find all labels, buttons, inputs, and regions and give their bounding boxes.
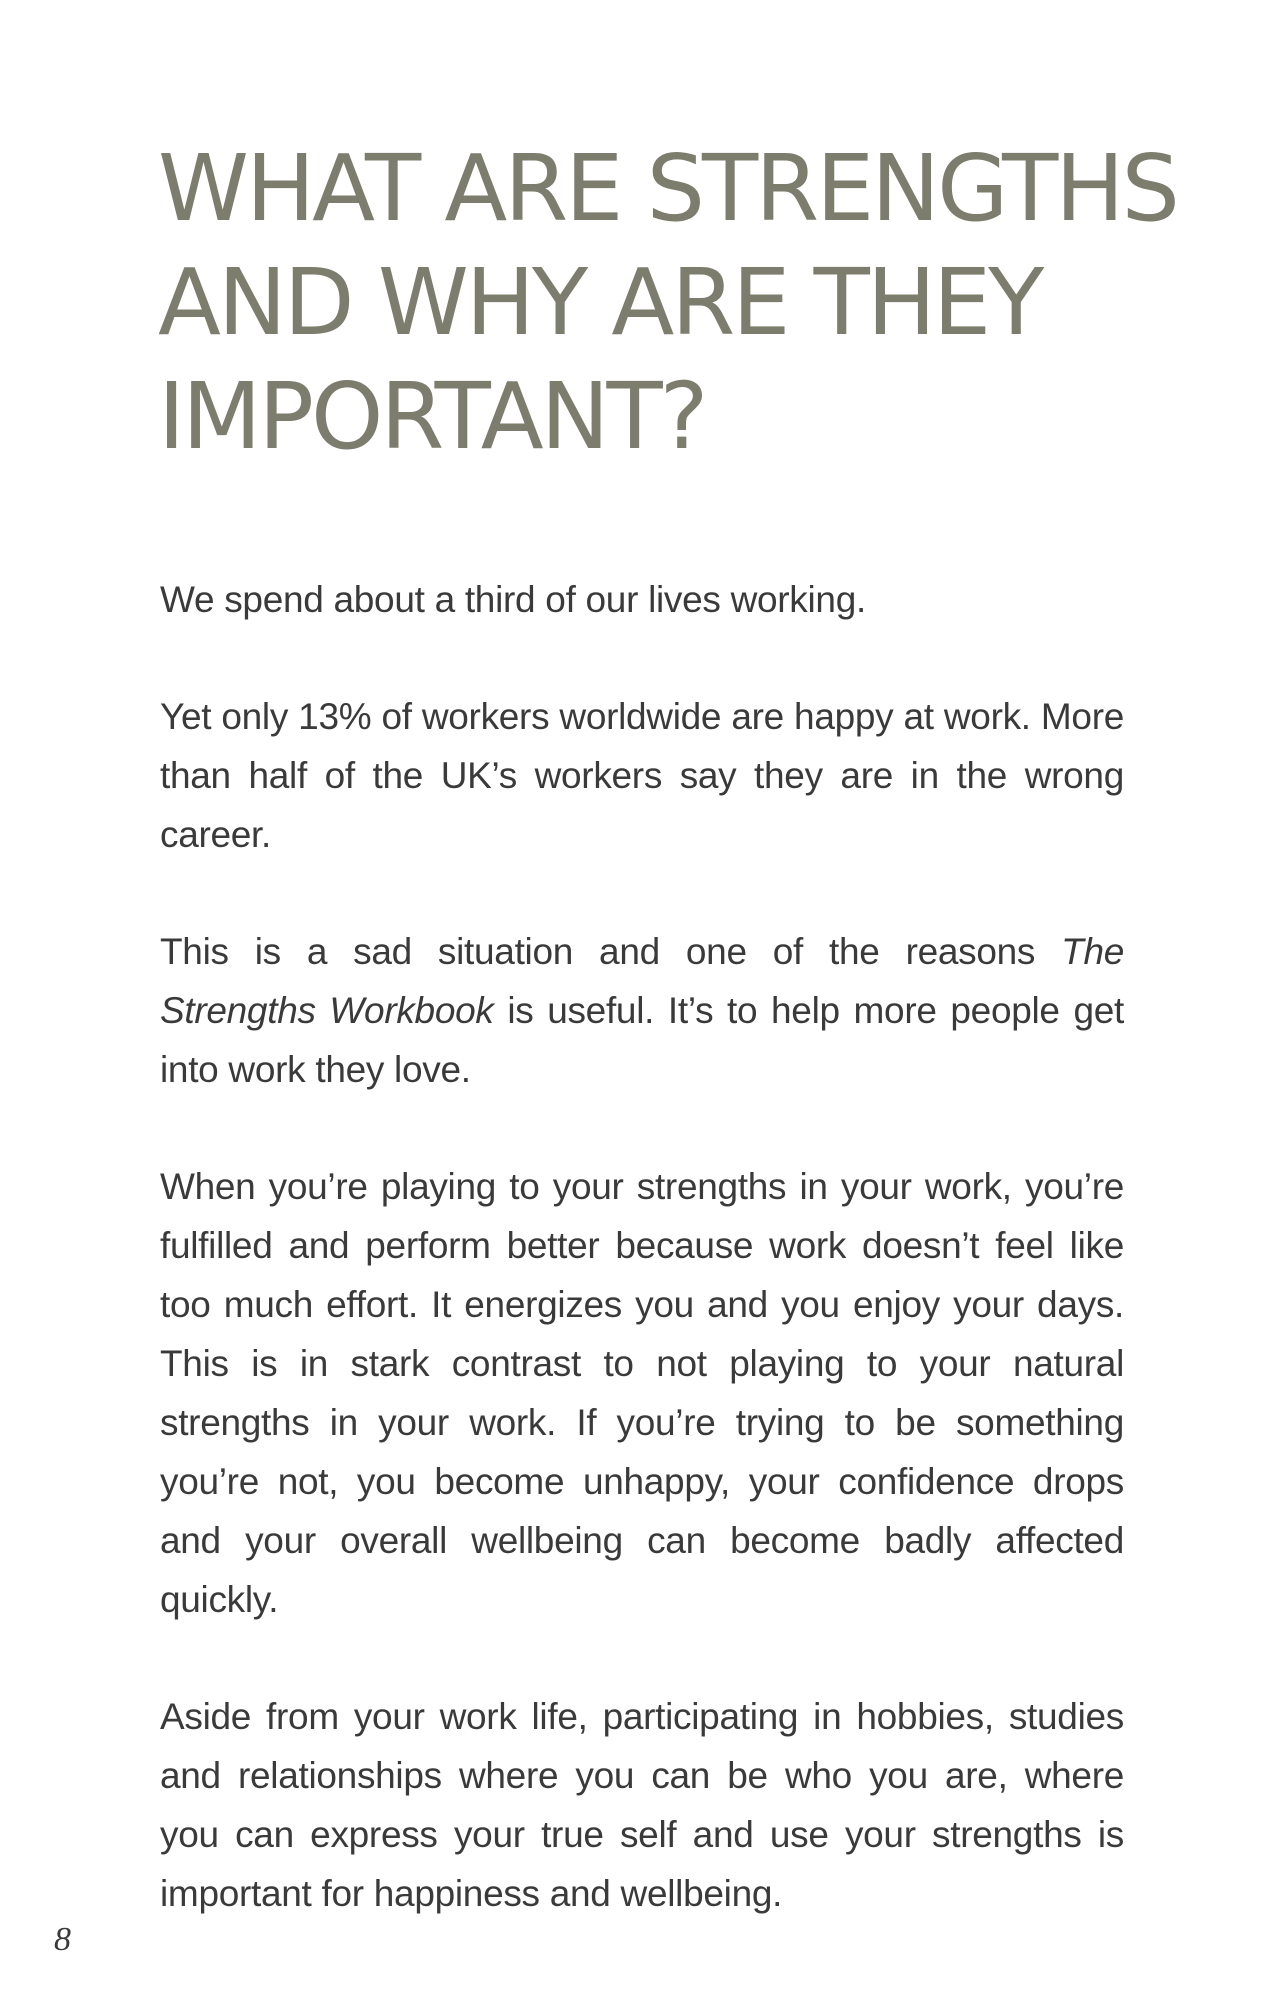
paragraph-4: When you’re playing to your strengths in your work, you’re fulfilled and perform better because work doesn’t feel like too much effort. It energizes you and you enjoy your days. This is in stark contrast to not playing to your natural strengths in your work. If you’re trying to be something you’re not, you become unhappy, your confidence drops and your overall wellbeing can become badly affected quickly.	[160, 1166, 1124, 1620]
paragraph-1: We spend about a third of our lives working.	[160, 579, 866, 620]
chapter-heading	[158, 132, 1177, 474]
paragraph-2: Yet only 13% of workers worldwide are happy at work. More than half of the UK’s workers say they are in the wrong career.	[160, 696, 1124, 855]
chapter-heading-line-2: AND WHY ARE THEY	[158, 249, 1042, 356]
chapter-heading-line-1: WHAT ARE STRENGTHS	[158, 135, 1177, 242]
paragraph-5: Aside from your work life, participating in hobbies, studies and relationships where you can be who you are, where you can express your true self and use your strengths is important for happiness and wellbeing.	[160, 1696, 1124, 1914]
body-text	[160, 570, 1124, 1923]
paragraph-3-text-after: is useful. It’s to help more people get into work they love.	[160, 990, 1124, 1090]
book-title: The Strengths Workbook	[160, 931, 1124, 1031]
paragraph-3-text-before: This is a sad situation and one of the reasons	[160, 931, 1062, 972]
page-number: 8	[54, 1921, 71, 1958]
chapter-heading-line-3: IMPORTANT?	[158, 363, 706, 470]
paragraph-3	[160, 922, 1124, 1099]
